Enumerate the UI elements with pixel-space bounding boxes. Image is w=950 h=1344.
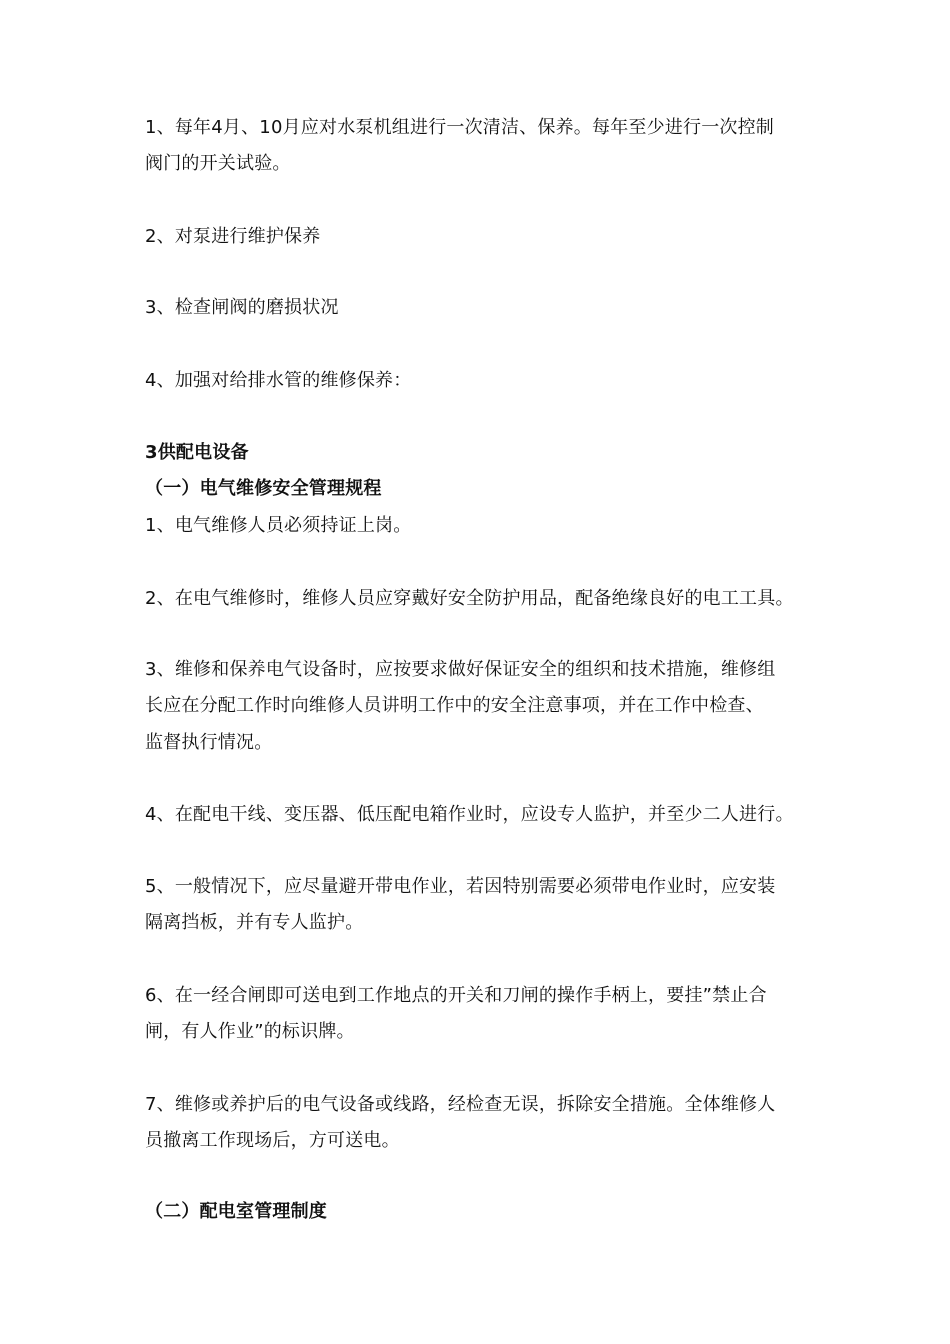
subsection-1-title: （一）电气维修安全管理规程 (145, 478, 382, 499)
electric-item-7-line-2: 员撤离工作现场后，方可送电。 (145, 1130, 400, 1151)
water-item-4: 4、加强对给排水管的维修保养： (145, 370, 412, 391)
water-item-3: 3、检查闸阀的磨损状况 (145, 297, 339, 318)
electric-item-3-line-3: 监督执行情况。 (145, 732, 273, 753)
electric-item-3-line-2: 长应在分配工作时向维修人员讲明工作中的安全注意事项，并在工作中检查、 (145, 695, 764, 716)
electric-item-5-line-1: 5、一般情况下，应尽量避开带电作业，若因特别需要必须带电作业时，应安装 (145, 876, 776, 897)
section-title: 3供配电设备 (145, 442, 249, 463)
electric-item-6-line-1: 6、在一经合闸即可送电到工作地点的开关和刀闸的操作手柄上，要挂”禁止合 (145, 985, 767, 1006)
water-item-1-line-2: 阀门的开关试验。 (145, 153, 291, 174)
electric-item-1: 1、电气维修人员必须持证上岗。 (145, 515, 412, 536)
electric-item-4: 4、在配电干线、变压器、低压配电箱作业时，应设专人监护，并至少二人进行。 (145, 804, 794, 825)
electric-item-2: 2、在电气维修时，维修人员应穿戴好安全防护用品，配备绝缘良好的电工工具。 (145, 588, 794, 609)
electric-item-3-line-1: 3、维修和保养电气设备时，应按要求做好保证安全的组织和技术措施，维修组 (145, 659, 776, 680)
electric-item-7-line-1: 7、维修或养护后的电气设备或线路，经检查无误，拆除安全措施。全体维修人 (145, 1094, 776, 1115)
water-item-2: 2、对泵进行维护保养 (145, 226, 321, 247)
electric-item-6-line-2: 闸，有人作业”的标识牌。 (145, 1021, 355, 1042)
water-item-1-line-1: 1、每年4月、10月应对水泵机组进行一次清洁、保养。每年至少进行一次控制 (145, 117, 775, 138)
electric-item-5-line-2: 隔离挡板，并有专人监护。 (145, 912, 364, 933)
subsection-2-title: （二）配电室管理制度 (145, 1201, 327, 1222)
